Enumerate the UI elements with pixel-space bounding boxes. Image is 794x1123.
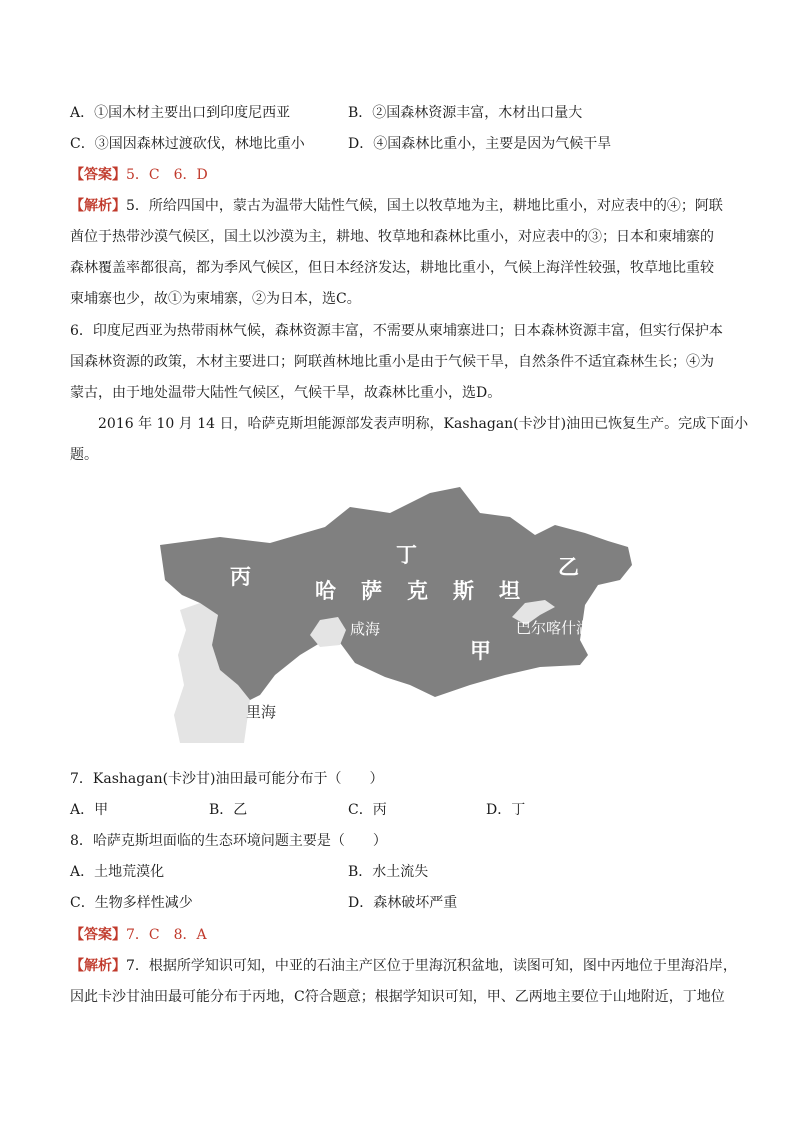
q5-option-d: D．④国森林比重小，主要是因为气候干旱 [348,136,612,152]
q7-option-d: D．丁 [486,802,526,818]
answer-5-6 [70,166,208,184]
analysis-line [70,197,723,215]
q5-option-c: C．③国因森林过渡砍伐，林地比重小 [70,136,305,152]
analysis-tag: 【解析】 [70,198,126,214]
analysis-line: 柬埔寨也少，故①为柬埔寨，②为日本，选C。 [70,291,361,307]
analysis-line: 6．印度尼西亚为热带雨林气候，森林资源丰富，不需要从柬埔寨进口；日本森林资源丰富，但实行保护本 [70,323,723,339]
analysis-tag: 【解析】 [70,958,126,974]
q8-stem: 8．哈萨克斯坦面临的生态环境问题主要是（ ） [70,833,387,849]
map-label-jia: 甲 [470,638,491,663]
q8-option-b: B．水土流失 [348,864,429,880]
map-label-yi: 乙 [558,554,579,579]
analysis-text: 5．所给四国中，蒙古为温带大陆性气候，国土以牧草地为主，耕地比重小，对应表中的④；阿联 [126,198,723,214]
map-label-caspian: 里海 [246,703,277,721]
q8-option-a: A．土地荒漠化 [70,864,165,880]
analysis-line [70,957,737,975]
map-label-bing: 丙 [230,564,251,589]
q8-option-d: D．森林破坏严重 [348,895,458,911]
map-label-ding: 丁 [396,542,417,567]
answer-7-8 [70,926,207,944]
map-graphic [160,485,640,743]
intro-paragraph: 2016 年 10 月 14 日，哈萨克斯坦能源部发表声明称，Kashagan(卡沙甘)油田已恢复生产。完成下面小 [98,416,749,432]
kazakhstan-map [160,485,640,743]
answer-tag: 【答案】 [70,927,126,943]
map-country-name: 哈 萨 克 斯 坦 [315,578,522,603]
answer-tag: 【答案】 [70,167,126,183]
answer-text: 7．C 8．A [126,927,207,943]
q7-option-c: C．丙 [348,802,387,818]
analysis-line: 国森林资源的政策，木材主要进口；阿联酋林地比重小是由于气候干旱，自然条件不适宜森林生长；④为 [70,354,714,370]
analysis-line: 森林覆盖率都很高，都为季风气候区，但日本经济发达，耕地比重小，气候上海洋性较强，牧草地比重较 [70,260,714,276]
q5-option-a: A．①国木材主要出口到印度尼西亚 [70,105,291,121]
q5-option-b: B．②国森林资源丰富，木材出口量大 [348,105,583,121]
q7-stem: 7．Kashagan(卡沙甘)油田最可能分布于（ ） [70,771,384,787]
map-label-balkhash: 巴尔喀什湖 [516,619,592,637]
q7-option-b: B．乙 [209,802,248,818]
q7-option-a: A．甲 [70,802,109,818]
answer-text: 5．C 6．D [126,167,208,183]
analysis-line: 酋位于热带沙漠气候区，国土以沙漠为主，耕地、牧草地和森林比重小，对应表中的③；日本和柬埔寨的 [70,229,714,245]
intro-paragraph-cont: 题。 [70,447,98,463]
map-label-aral-sea: 咸海 [350,620,381,638]
analysis-line: 因此卡沙甘油田最可能分布于丙地，C符合题意；根据学知识可知，甲、乙两地主要位于山地附近，丁地位 [70,989,725,1005]
analysis-text: 7．根据所学知识可知，中亚的石油主产区位于里海沉积盆地，读图可知，图中丙地位于里海沿岸， [126,958,737,974]
analysis-line: 蒙古，由于地处温带大陆性气候区，气候干旱，故森林比重小，选D。 [70,385,502,401]
q8-option-c: C．生物多样性减少 [70,895,193,911]
